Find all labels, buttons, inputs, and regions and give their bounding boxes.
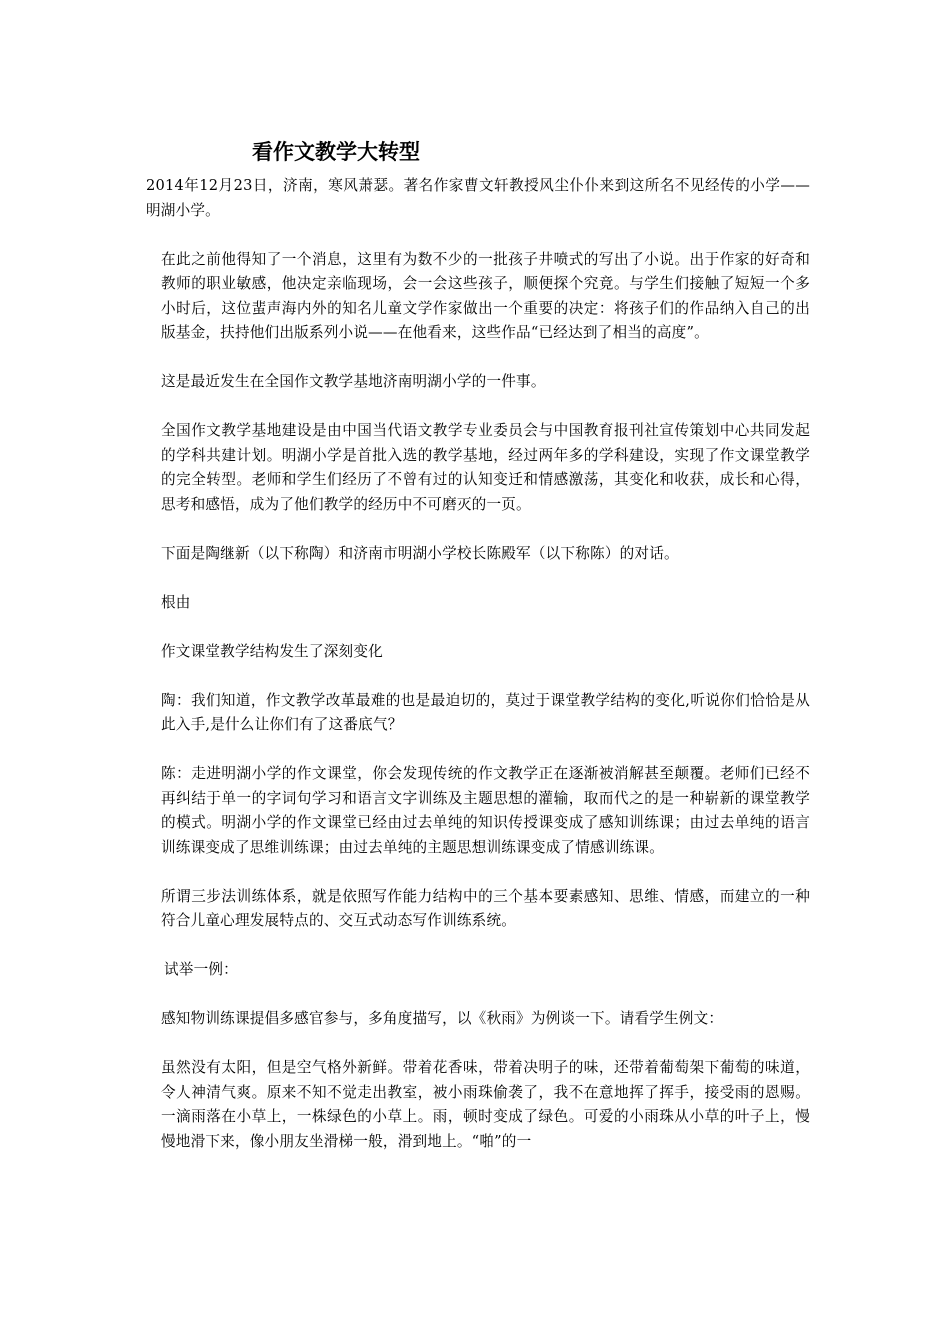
paragraph-event: 这是最近发生在全国作文教学基地济南明湖小学的一件事。 <box>161 373 546 390</box>
paragraph-example-label: 试举一例： <box>164 961 238 978</box>
paragraph-gap <box>146 738 810 763</box>
paragraph-gap <box>146 566 810 591</box>
paragraph-dialogue-intro: 下面是陶继新（以下称陶）和济南市明湖小学校长陈殿军（以下称陈）的对话。 <box>161 544 679 562</box>
paragraph-gap <box>146 1032 810 1057</box>
paragraph-gap <box>146 346 810 371</box>
section-heading-origin: 根由 <box>161 593 191 611</box>
paragraph-question-tao: 陶：我们知道，作文教学改革最难的也是最迫切的，莫过于课堂教学结构的变化,听说你们恰恰是从此入手,是什么让你们有了这番底气？ <box>161 691 810 733</box>
paragraph-base-program: 全国作文教学基地建设是由中国当代语文教学专业委员会与中国教育报刊社宣传策划中心共同发起的学科共建计划。明湖小学是首批入选的教学基地，经过两年多的学科建设，实现了作文课堂教学的完全转型。老师和学生们经历了不曾有过的认知变迁和情感激荡，其变化和收获，成长和心得，思考和感悟，成为了他们教学的经历中不可磨灭的一页。 <box>161 422 810 513</box>
paragraph-gap <box>146 983 810 1008</box>
document-body <box>146 174 810 1154</box>
paragraph-gap <box>146 664 810 689</box>
paragraph-answer-chen: 陈：走进明湖小学的作文课堂，你会发现传统的作文教学正在逐渐被消解甚至颠覆。老师们已经不再纠结于单一的字词句学习和语言文字训练及主题思想的灌输，取而代之的是一种崭新的课堂教学的模式。明湖小学的作文课堂已经由过去单纯的知识传授课变成了感知训练课；由过去单纯的语言训练课变成了思维训练课；由过去单纯的主题思想训练课变成了情感训练课。 <box>161 765 810 856</box>
paragraph-gap <box>146 395 810 420</box>
paragraph-student-example: 虽然没有太阳，但是空气格外新鲜。带着花香味，带着决明子的味，还带着葡萄架下葡萄的味道，令人神清气爽。原来不知不觉走出教室，被小雨珠偷袭了，我不在意地挥了挥手，接受雨的恩赐。一滴雨落在小草上，一株绿色的小草上。雨，顿时变成了绿色。可爱的小雨珠从小草的叶子上，慢慢地滑下来，像小朋友坐滑梯一般，滑到地上。“啪”的一 <box>161 1059 810 1150</box>
paragraph-gap <box>146 517 810 542</box>
paragraph-background: 在此之前他得知了一个消息，这里有为数不少的一批孩子井喷式的写出了小说。出于作家的好奇和教师的职业敏感，他决定亲临现场，会一会这些孩子，顺便探个究竟。与学生们接触了短短一个多小时后，这位蜚声海内外的知名儿童文学作家做出一个重要的决定：将孩子们的作品纳入自己的出版基金，扶持他们出版系列小说——在他看来，这些作品“已经达到了相当的高度”。 <box>161 250 810 341</box>
paragraph-gap <box>146 615 810 640</box>
paragraph-gap <box>146 934 810 959</box>
document-title: 看作文教学大转型 <box>252 140 420 164</box>
paragraph-three-step-method: 所谓三步法训练体系，就是依照写作能力结构中的三个基本要素感知、思维、情感，而建立的一种符合儿童心理发展特点的、交互式动态写作训练系统。 <box>161 887 810 929</box>
paragraph-intro: 2014年12月23日，济南，寒风萧瑟。著名作家曹文轩教授风尘仆仆来到这所名不见经传的小学——明湖小学。 <box>146 177 810 219</box>
paragraph-gap <box>146 223 810 248</box>
paragraph-gap <box>146 860 810 885</box>
paragraph-perception-training: 感知物训练课提倡多感官参与，多角度描写，以《秋雨》为例谈一下。请看学生例文： <box>161 1010 724 1027</box>
section-subheading: 作文课堂教学结构发生了深刻变化 <box>161 642 383 660</box>
